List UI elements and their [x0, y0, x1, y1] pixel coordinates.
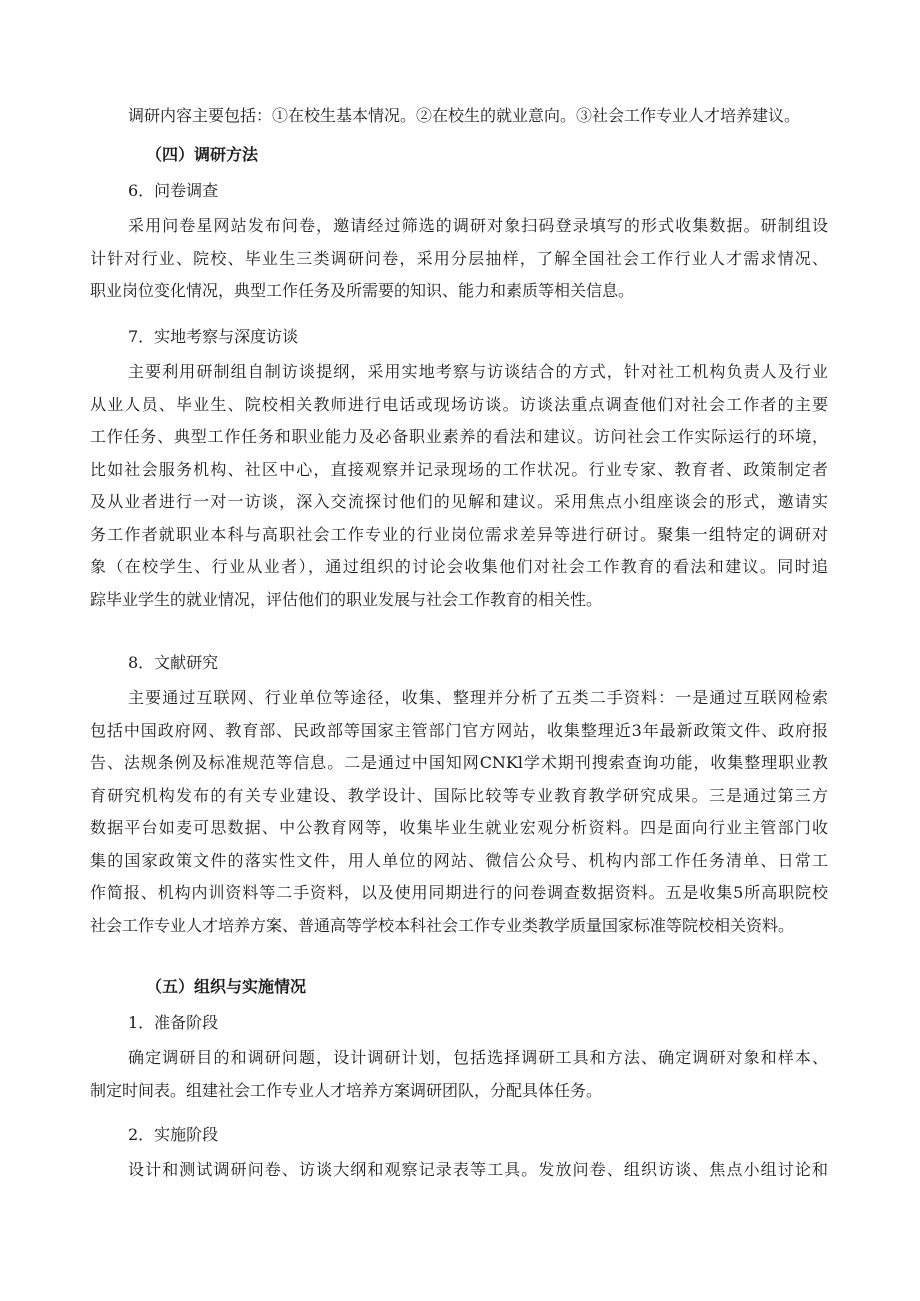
paragraph-line: 作简报、机构内训资料等二手资料，以及使用同期进行的问卷调查数据资料。五是收集5所高职院校 [90, 883, 828, 902]
paragraph-line: 及从业者进行一对一访谈，深入交流探讨他们的见解和建议。采用焦点小组座谈会的形式，邀请实 [90, 492, 828, 511]
paragraph-preparation-cont [90, 1075, 828, 1108]
paragraph-field-visit [128, 356, 828, 389]
paragraph-line: 职业岗位变化情况，典型工作任务及所需要的知识、能力和素质等相关信息。 [90, 281, 635, 300]
subsection-title-questionnaire: 6．问卷调查 [128, 181, 219, 200]
paragraph-implementation [128, 1154, 828, 1187]
paragraph-line: 从业人员、毕业生、院校相关教师进行电话或现场访谈。访谈法重点调查他们对社会工作者的主要 [90, 394, 828, 414]
paragraph-line: 包括中国政府网、教育部、民政部等国家主管部门官方网站，收集整理近3年最新政策文件、政府报 [90, 720, 828, 740]
paragraph-line: 主要利用研制组自制访谈提纲，采用实地考察与访谈结合的方式，针对社工机构负责人及行业 [128, 362, 828, 381]
paragraph-questionnaire-cont [90, 243, 828, 308]
paragraph-field-visit-cont [90, 389, 828, 617]
paragraph-line: 务工作者就职业本科与高职社会工作专业的行业岗位需求差异等进行研讨。聚集一组特定的调研对 [90, 524, 828, 544]
section-heading-organization: （五）组织与实施情况 [146, 977, 307, 996]
paragraph-questionnaire [128, 210, 828, 243]
paragraph-line: 告、法规条例及标准规范等信息。二是通过中国知网CNKl学术期刊搜索查询功能，收集整理职业教 [90, 753, 828, 772]
subsection-title-implementation: 2．实施阶段 [128, 1125, 219, 1144]
paragraph-line: 数据平台如麦可思数据、中公教育网等，收集毕业生就业宏观分析资料。四是面向行业主管部门收 [90, 818, 828, 837]
paragraph-line: 踪毕业学生的就业情况，评估他们的职业发展与社会工作教育的相关性。 [90, 589, 603, 609]
section-heading-methods: （四）调研方法 [146, 145, 259, 164]
paragraph-intro [128, 100, 828, 133]
paragraph-literature [128, 682, 828, 715]
paragraph-line: 采用问卷星网站发布问卷，邀请经过筛选的调研对象扫码登录填写的形式收集数据。研制组设 [128, 216, 828, 235]
subsection-title-field-visit: 7．实地考察与深度访谈 [128, 327, 299, 346]
paragraph-line: 比如社会服务机构、社区中心，直接观察并记录现场的工作状况。行业专家、教育者、政策制定者 [90, 459, 828, 479]
paragraph-line: 设计和测试调研问卷、访谈大纲和观察记录表等工具。发放问卷、组织访谈、焦点小组讨论和 [128, 1160, 828, 1179]
paragraph-line: 社会工作专业人才培养方案、普通高等学校本科社会工作专业类教学质量国家标准等院校相关资料。 [90, 915, 795, 935]
paragraph-line: 集的国家政策文件的落实性文件，用人单位的网站、微信公众号、机构内部工作任务清单、日常工 [90, 850, 828, 870]
paragraph-line: 主要通过互联网、行业单位等途径，收集、整理并分析了五类二手资料：一是通过互联网检索 [128, 688, 828, 707]
paragraph-line: 制定时间表。组建社会工作专业人才培养方案调研团队，分配具体任务。 [90, 1080, 603, 1100]
subsection-title-preparation: 1．准备阶段 [128, 1013, 219, 1032]
subsection-title-literature: 8．文献研究 [128, 653, 219, 672]
paragraph-line: 象（在校学生、行业从业者），通过组织的讨论会收集他们对社会工作教育的看法和建议。同时追 [90, 557, 828, 576]
paragraph-preparation [128, 1042, 828, 1075]
paragraph-line: 计针对行业、院校、毕业生三类调研问卷，采用分层抽样，了解全国社会工作行业人才需求情况、 [90, 248, 828, 268]
paragraph-line: 确定调研目的和调研问题，设计调研计划，包括选择调研工具和方法、确定调研对象和样本、 [128, 1048, 828, 1067]
paragraph-line: 育研究机构发布的有关专业建设、教学设计、国际比较等专业教育教学研究成果。三是通过第三方 [90, 785, 828, 805]
paragraph-line: 调研内容主要包括：①在校生基本情况。②在校生的就业意向。③社会工作专业人才培养建议。 [128, 106, 801, 125]
paragraph-literature-cont [90, 715, 828, 943]
paragraph-line: 工作任务、典型工作任务和职业能力及必备职业素养的看法和建议。访问社会工作实际运行的环境， [90, 427, 828, 446]
